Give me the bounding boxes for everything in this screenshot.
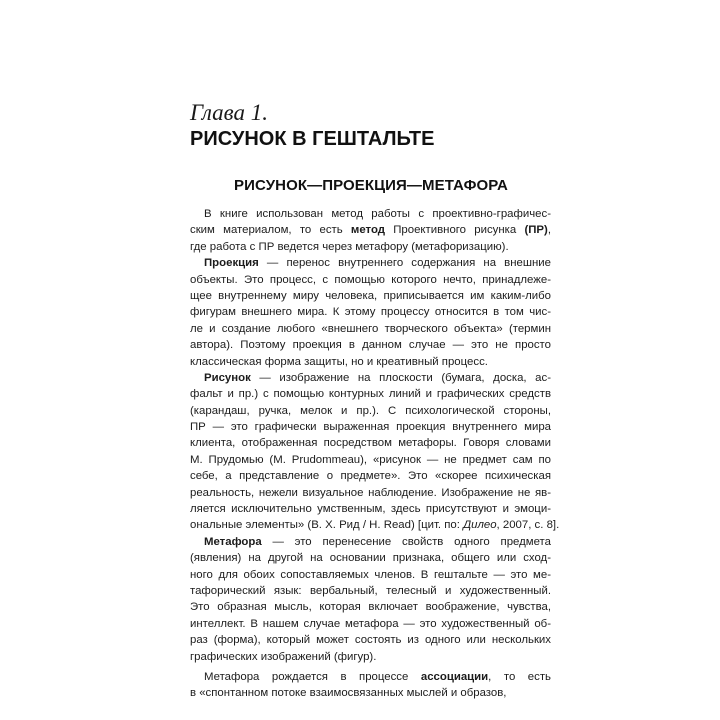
text-run: себе, а представление о предмете». Это «скорее психическая — [190, 470, 551, 483]
paragraph — [190, 255, 551, 370]
text-run: — это перенесение свойств одного предмета — [261, 535, 551, 548]
paragraph — [190, 534, 551, 665]
paragraph — [190, 206, 551, 255]
text-line — [190, 222, 551, 238]
text-run: , то есть — [488, 670, 551, 683]
text-run: классическая форма защиты, но и креативный процесс. — [190, 355, 488, 368]
text-run: Проективного рисунка — [384, 224, 525, 237]
text-run: Метафора рождается в процессе — [204, 670, 421, 683]
term: Проекция — [204, 257, 259, 270]
text-run: — перенос внутреннего содержания на внешние — [258, 257, 551, 270]
text-line — [190, 685, 551, 701]
text-line — [190, 288, 551, 304]
text-line — [190, 386, 551, 402]
text-line — [190, 669, 551, 685]
text-line — [190, 534, 551, 550]
text-line — [190, 583, 551, 599]
text-line — [190, 419, 551, 435]
text-run: ного для обоих сопоставляемых членов. В гештальте — это ме- — [190, 568, 551, 581]
paragraph — [190, 370, 560, 534]
text-line — [190, 517, 560, 533]
chapter-number: Глава 1. — [190, 100, 268, 125]
text-run: где работа с ПР ведется через метафору (метафоризацию). — [190, 240, 509, 253]
body-text — [190, 206, 560, 702]
text-line — [190, 501, 551, 517]
term: Рисунок — [204, 371, 251, 384]
text-run: — изображение на плоскости (бумага, доска, ас- — [250, 371, 551, 384]
text-line — [190, 616, 551, 632]
paragraph — [190, 669, 551, 702]
text-run: в «спонтанном потоке взаимосвязанных мыслей и образов, — [190, 687, 507, 700]
term: Метафора — [204, 535, 262, 548]
text-run: раз (форма), который может состоять из одного или нескольких — [190, 634, 551, 647]
text-run: , — [547, 224, 551, 237]
term: ассоциации — [420, 670, 489, 683]
text-run: тафорический язык: вербальный, телесный и художественный. — [190, 584, 551, 597]
text-run: объекты. Это процесс, с помощью которого нечто, принадлеже- — [190, 273, 551, 286]
text-run: Это образная мысль, которая включает воображение, чувства, — [190, 601, 551, 614]
text-run: клиента, отображенная посредством метафоры. Говоря словами — [190, 437, 551, 450]
text-run: ональные элементы» (В. Х. Рид / H. Read) [цит. по: — [190, 519, 464, 532]
text-line — [190, 255, 551, 271]
section-title: РИСУНОК—ПРОЕКЦИЯ—МЕТАФОРА — [233, 177, 508, 194]
text-run: (карандаш, ручка, мелок и пр.). С психологической стороны, — [190, 404, 551, 417]
text-run: В книге использован метод работы с проективно-графичес- — [204, 208, 551, 220]
text-line — [190, 239, 551, 255]
text-run: М. Прудомью (M. Prudommeau), «рисунок — не предмет сам по — [190, 453, 551, 466]
text-line — [190, 632, 551, 648]
text-line — [190, 321, 551, 337]
text-run: , 2007, с. 8]. — [496, 519, 560, 532]
chapter-title: РИСУНОК В ГЕШТАЛЬТЕ — [190, 128, 435, 150]
text-run: интеллект. В нашем случае метафора — это художественный об- — [190, 617, 551, 630]
text-line — [190, 304, 551, 320]
text-line — [190, 403, 551, 419]
text-line — [190, 337, 551, 353]
text-run: ле и создание любого «внешнего творческого объекта» (термин — [190, 322, 551, 335]
chapter-heading — [190, 100, 590, 151]
text-run: фигурам внешнего мира. К этому процессу относится в том чис- — [190, 306, 551, 319]
text-line — [190, 485, 551, 501]
text-run: щее внутреннему миру человека, приписывается им каким-либо — [190, 289, 551, 302]
text-line — [190, 354, 551, 370]
text-line — [190, 567, 551, 583]
text-line — [190, 272, 551, 288]
text-line — [190, 468, 551, 484]
text-line — [190, 435, 551, 451]
text-run: ляется исключительно умственным, здесь присутствуют и эмоци- — [190, 503, 551, 516]
text-run: фальт и пр.) с помощью контурных линий и графических средств — [190, 388, 551, 401]
text-run: автора). Поэтому проекция в данном случае — это не просто — [190, 339, 551, 352]
text-line — [190, 649, 551, 665]
term: метод — [350, 224, 385, 237]
text-line — [190, 370, 551, 386]
citation-author: Дилео — [463, 519, 497, 532]
text-run: реальность, нежели визуальное наблюдение. Изображение не яв- — [190, 486, 551, 499]
term: (ПР) — [524, 224, 548, 237]
text-run: графических изображений (фигур). — [190, 650, 377, 663]
text-line — [190, 452, 551, 468]
text-run: (явления) на другой на основании признака, общего или сход- — [190, 552, 551, 565]
text-line — [190, 550, 551, 566]
text-run: ПР — это графически выраженная проекция внутреннего мира — [190, 421, 551, 434]
text-run: ским материалом, то есть — [190, 224, 351, 237]
text-line — [190, 599, 551, 615]
text-line — [190, 206, 551, 222]
